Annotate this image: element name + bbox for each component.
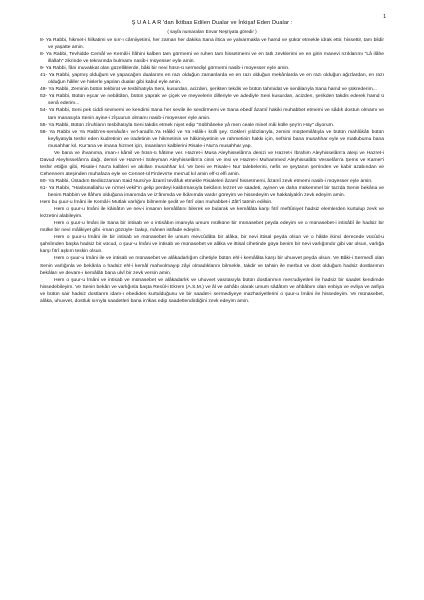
paragraph: 8- Ya Rabbi, Tevhidde Cemâl ve Kemâl-i İlâhini kalben tam görmemi ve ruhen tam hissetmemi ve en tatlı zevklerimi ve en girin manevi nzıklarımı "Lâ ilâhe illallah" zikrinde ve tekrarında bulmamı nasib-i müyesser eyle amin.: [40, 52, 384, 65]
paragraph: Hem o şuur-u İmâni ve intisab ve münasebet ve alâkadarlık ve uhuvvet vasıtasıyla bütün dostlarımın mes'udiyetleri ile hadsiz bir saadet kendimde hissedebileyim. Ve Senin bekân ve varlığınla başta Resûl-i Ekrem (A.S.M.) ve âl ve ashâbı olarak umum sâdâtım ve ahbâbım olan enbiya ve evliya ve asfiya ve bütün sair hadsiz dostlarım idam-ı ebediden kurtulduğunu ve bir saadet-i sermediyeye mazhariyetlerini o şuur-u İmâni ile hissedeyim. Ve münasebet, alâka, uhuvvet, dostluk sırrıyla saadetleri bana in'ikas edip saadetlendirdiğini zevk edeyim amin.: [40, 277, 384, 304]
paragraph: 58- Ya Rabbi ve Ya Rabb'es-semâvât-ı ve'l-aradîn.Ya Hâlikî ve Ya Hâlik-ı külli şey. Gökleri yıldızlarıyla, zemini müştemilâtıyla ve bütün mahlûkâtı bütün keyfiyatıyla teshir eden kudretinin ve iradetinin ve hikmetinin ve hâkimiyetinin ve rahmetinin hakkı için, nefsimi bana musahhar eyle ve matlubumu bana musahhar kıl. Kur'ana ve imana hizmet için, insanların kalblerini Risale-i Nur'a musahhar yap.: [40, 129, 384, 149]
paragraph: 48- Ya Rabbi, Zeminin bütün tekbirat ve tesbihatıyla Seni, kusurdan, acizden, şerikten tekdis ve bütün tahmidat ve senâlarıyla Sana hamd ve şükrederim...: [40, 87, 377, 93]
paragraph: Hem o şuur-u İmâni ile Sana bir intisab ve o intisâbın imanıyla umum mülküne bir münasebet peyda edeyim ve o münasebet-i intisâbî ile hadsiz bir mülke bir nevi mâlikiyet gibi -iman gözüyle- bakıp, mânen istifade edeyim.: [40, 221, 384, 234]
paragraph: 9- Ya Rabbi, fâni muvakkat olan güzelliklerde, bâki bir nevi hüsn-ü sermediyi görmemi nasib-i müyesser eyle amin.: [40, 66, 290, 72]
document-body: [40, 37, 384, 305]
paragraph: 53- Ya Rabbi, Bütün eşcar ve nebâtâtın, bütün yaprak ve çiçek ve meyvelerin dilleriyle ve adediyle Seni kusurdan, acizden, şerikden takdis ederek hamd ü senâ ederim...: [40, 94, 384, 107]
document-title: Ş U A L A R 'dan İktibas Edilen Dualar ve İnkişaf Eden Dualar :: [131, 20, 293, 26]
paragraph: 41- Ya Rabbi, yapmış olduğum ve yapacağım dualarımı en razı olduğun zamanlarda ve en razı olduğun mekânlarda ve en razı olduğun ağızlardan, en razı olduğun hâller ve hislerle yapılan dualar gibi kabul eyle amin.: [40, 73, 384, 86]
paragraph: Hem o şuur-u İmâni ile kâinâtın ve nev-i insanın kemâlâtını bilerek ve bularak ve kemâlâta karşı fıtrî meftûniyet hadsiz elemlerden kurtulup zevk ve lezzetini alabileyim.: [40, 207, 384, 220]
paragraph: Hem bu şuur-u İmâni ile Kemâl-i Mutlak varlığını bilmemle şedit ve fıtrî olan muhabbet-i Zât'î tatmin edilsin.: [40, 200, 273, 206]
paragraph: Ve bana ve ihvanıma, iman-ı kâmil ve hüsn-ü hâtime ver. Hazret-i Musa Aleyhisselâm'a denizi ve Hazret-i İbrahim Aleyhisselâm'a ateşi ve Hazret-i Davud Aleyhisselâm'a dağı, demiri ve Hazret-i Süleyman Aleyhisselâm'a cinni ve insi ve Hazret-i Muhammed Aleyhissalâtü Vesselâm'a Şems ve Kamer'i teshir ettiğin gibi, Risale-i Nur'a kalbleri ve akılları musahhar kıl. Ve beni ve Risale-i Nur talebelerini, nefis ve şeytanın şerrinden ve kabir azabından ve Cehennem ateşinden muhafaza eyle ve Cennet-ül Firdevs'te mes'ud kıl amin elf-ü elfi amin.: [40, 150, 384, 177]
paragraph: 60- Ya Rabbi, Üstadım Bediüzzaman Said Nursi'ye âzamî tevâfuk etmekle Risaleleri âzamî hissetmemi, âzamî zevk etmemi nasib-i müyesser eyle amin.: [40, 178, 373, 184]
document-subtitle: ( sayfa numaraları Envar Neşriyata göredir ): [167, 29, 257, 34]
page-number: 1: [383, 14, 386, 20]
paragraph: 8- Ya Rabbi, hikmet-i hilkatimi ve sırr-ı câmiiyetimi, her zaman her dakika Sana iltica ve yalvarmakla ve hamd ve şükür etmekle idrak ettir, hissettir, tam bildir ve yaşatte amin.: [40, 38, 384, 51]
paragraph: 55- Ya Rabbi, Bütün zîruhların tesbihatıyla Seni takdis etmek niyet edip "Sübhâneke yâ men ceale minel mâi külle şey'in Hay" diyorum.: [40, 122, 335, 128]
paragraph: 54- Ya Rabbi, Seni pek ciddi sevmemi ve kendimi Sana her sevile ile sevdirmemi ve Sana ebedî âzamî hakiki muhabbet etmemi ve sâdık dostun olmamı ve tam manasıyla Senin ayine-i zîşuurun olmamı nasib-i müyesser eyle amin.: [40, 108, 384, 121]
paragraph: Hem o şuur-u İmâni ile ve intisab ve münasebet ve alâkadarlığım cihetiyle bütün ehl-i kemâlâta karşı bir uhuvvet peyda olsun. Ve Bâki-i Sermedî olan Senin varlığınla ve bekânla o hadsiz ehl-i kemâl mahvolmayıp zâyi olmadıklarını bilmekle, takdir ve tahsin ile merbut ve dost olduğum hadsiz dostlarımın bekâları ve devam-ı kemâlâtı bana ulvî bir zevk versin amin.: [40, 256, 384, 276]
paragraph: Hem o şuur-u İmâni ile bir intisab ve münasebet ile umum mevcûdâta bir alâka, bir nevi ittisal peyda olsun ve o hâlde ikinci derecede vücûd-u şahsîmden başka hadsiz bir vücud, o şuur-u İmâni ve intisab ve münasebet ve alâka ve ittisal cihetinde güya benim bir nevi varlığımdır gibi var olsun, varlığa karşı fıtrî aşkım teskin olsun.: [40, 235, 384, 255]
paragraph: 61- Ya Rabbi, "Hasbünallahu ve ni'mel vekil"in gelip perdeyi kaldırmasıyla bekânın lezzet ve saadeti, ayinen ve daha mükemmel bir tarzda Senin bekâna ve benim Rabbim ve İlâhım olduğuna imanımda ve iz'ânımda ve İkânımda vardır göreyim ve hissedeyim ve hakkalyakîn zevk edeyim amin.: [40, 185, 384, 199]
